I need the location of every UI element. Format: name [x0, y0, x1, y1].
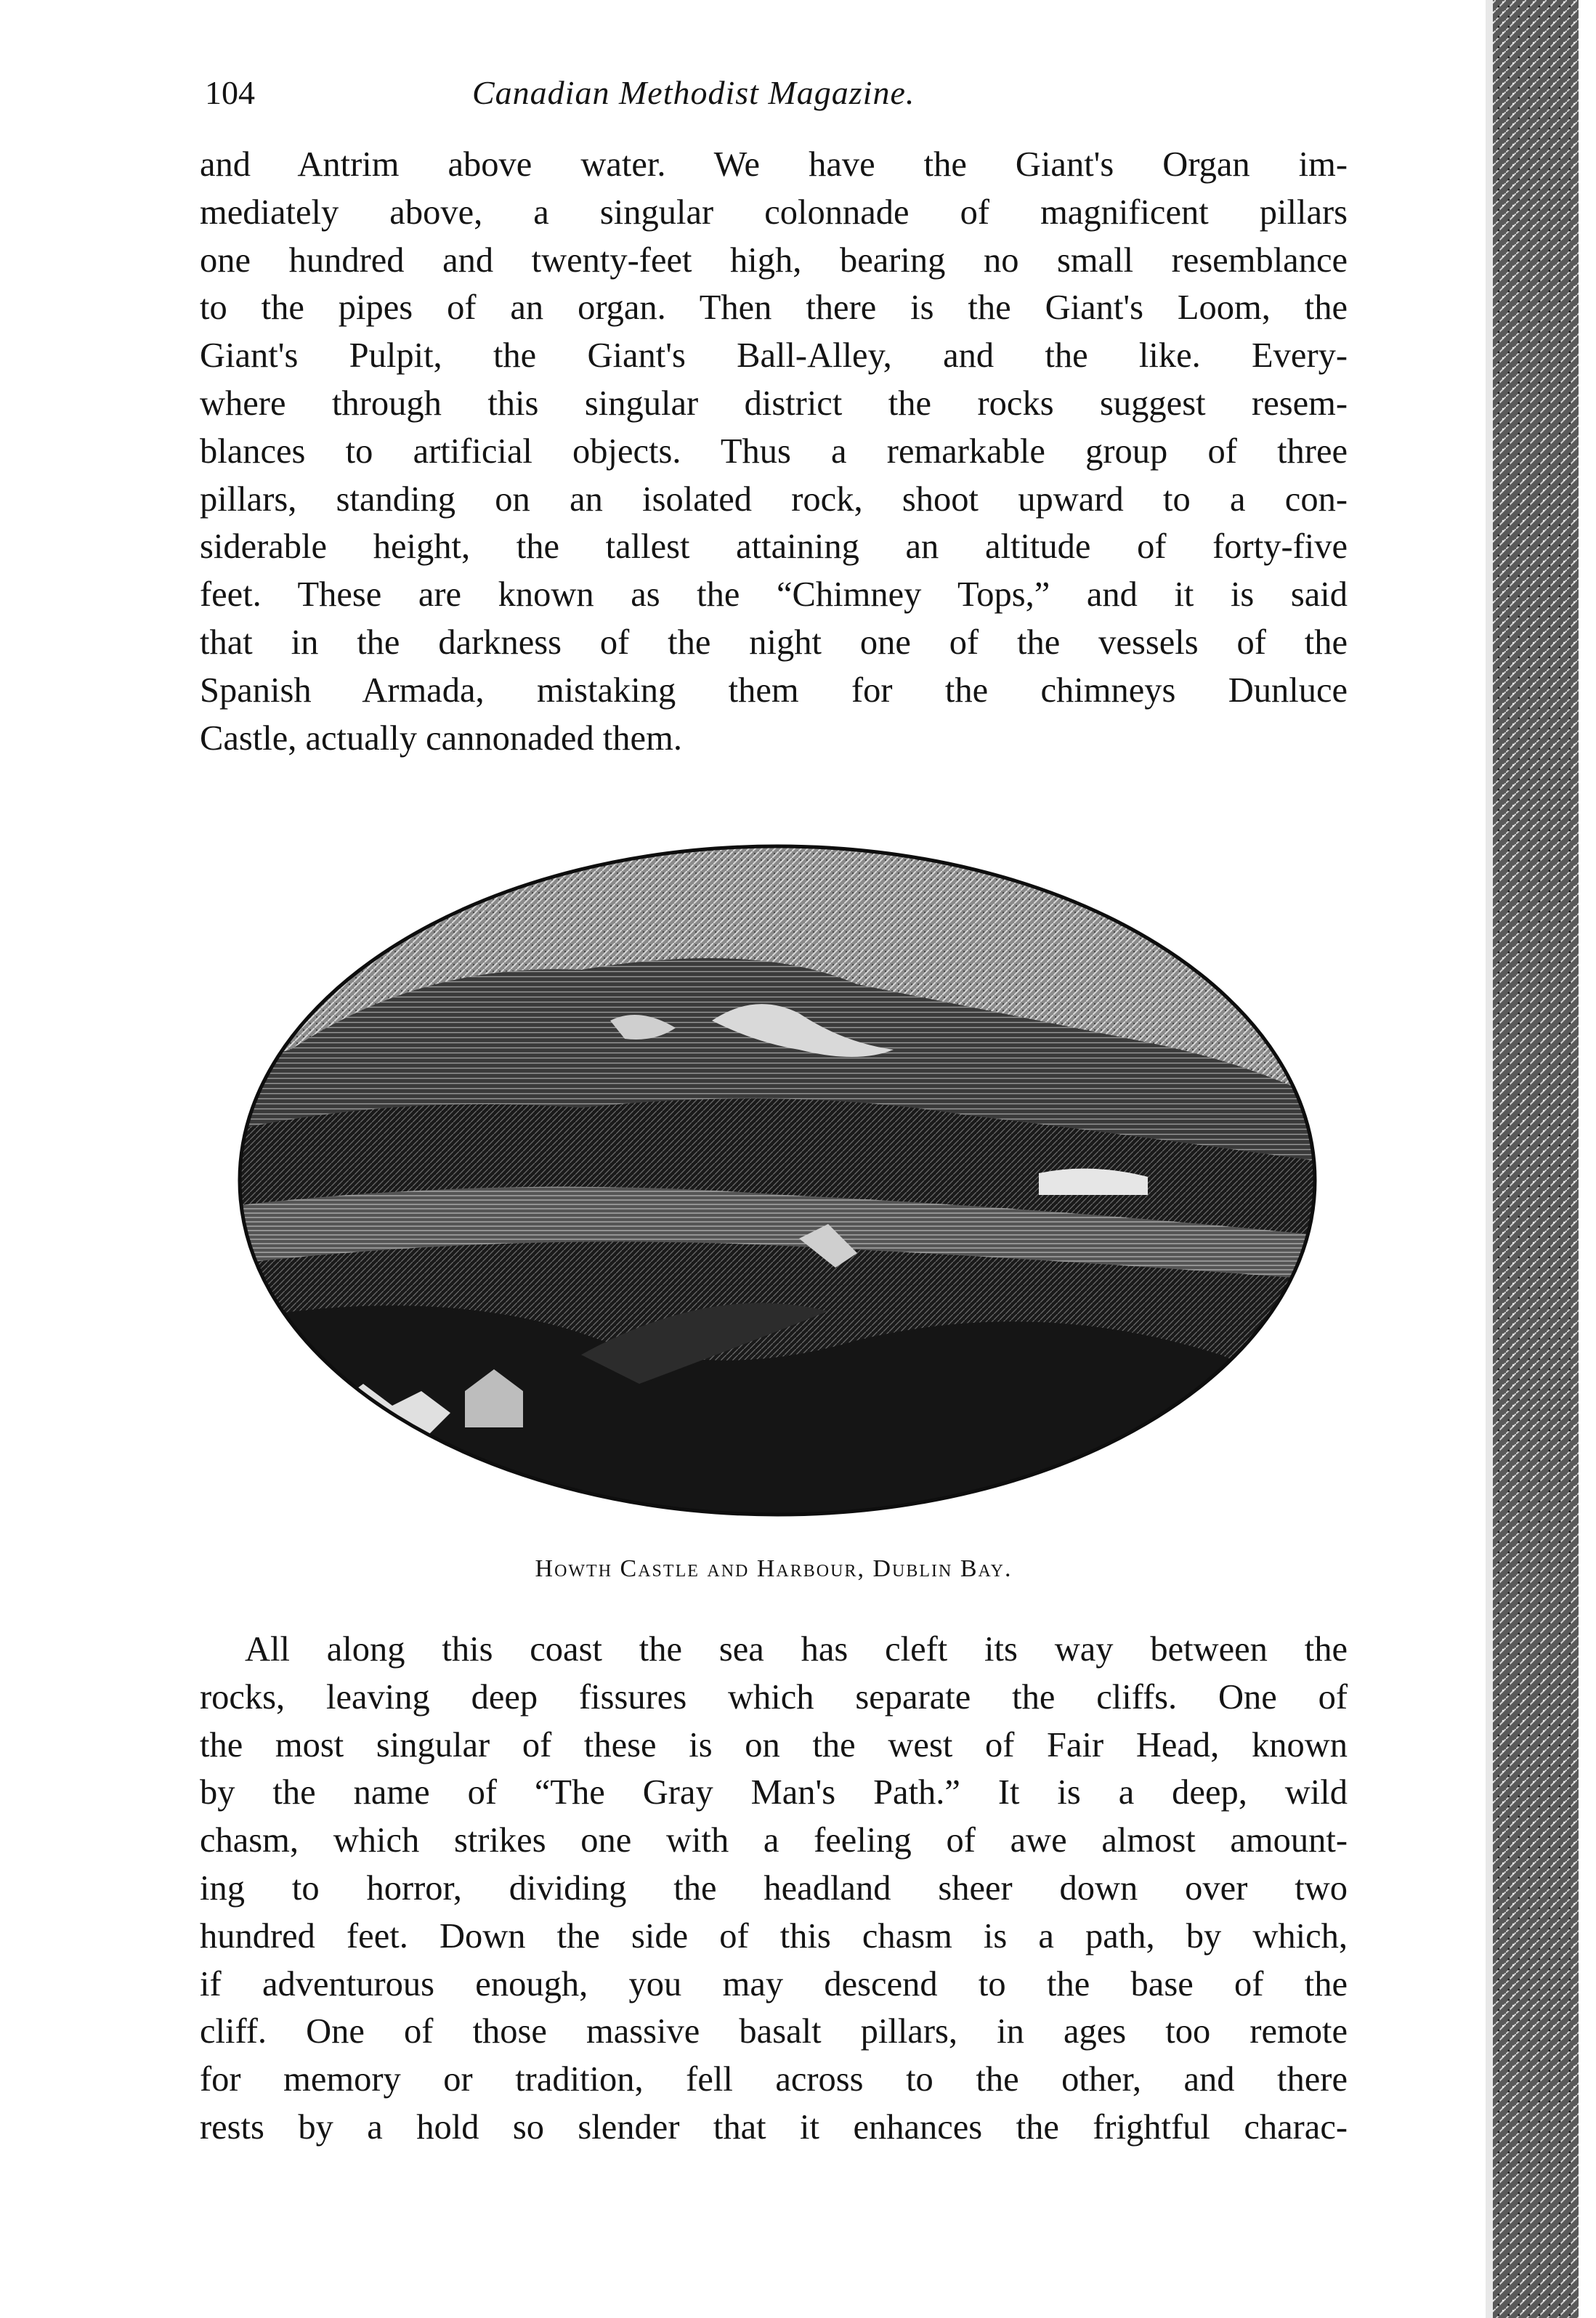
text-line: All along this coast the sea has cleft its way between the	[245, 1630, 1348, 1669]
text-line: Giant's Pulpit, the Giant's Ball-Alley, and the like. Every-	[200, 336, 1348, 376]
page-edge-shadow	[1486, 0, 1580, 2318]
figure-caption: Howth Castle and Harbour, Dublin Bay.	[535, 1555, 1013, 1582]
text-line: feet. These are known as the “Chimney Tops,” and it is said	[200, 575, 1348, 615]
text-line: by the name of “The Gray Man's Path.” It is a deep, wild	[200, 1773, 1348, 1812]
text-line: chasm, which strikes one with a feeling of awe almost amount-	[200, 1821, 1348, 1860]
text-line: cliff. One of those massive basalt pillars, in ages too remote	[200, 2012, 1348, 2051]
text-line: for memory or tradition, fell across to the other, and there	[200, 2060, 1348, 2099]
text-line: that in the darkness of the night one of the vessels of the	[200, 623, 1348, 662]
text-line: Castle, actually cannonaded them.	[200, 718, 682, 758]
text-line: blances to artificial objects. Thus a remarkable group of three	[200, 431, 1348, 471]
text-line: ing to horror, dividing the headland sheer down over two	[200, 1868, 1348, 1908]
text-line: the most singular of these is on the west of Fair Head, known	[200, 1725, 1348, 1764]
text-line: pillars, standing on an isolated rock, shoot upward to a con-	[200, 479, 1348, 519]
text-line: mediately above, a singular colonnade of magnificent pillars	[200, 193, 1348, 232]
text-line: rocks, leaving deep fissures which separate the cliffs. One of	[200, 1677, 1348, 1717]
page-header	[196, 64, 1351, 122]
text-line: where through this singular district the rocks suggest resem-	[200, 384, 1348, 423]
text-line: hundred feet. Down the side of this chasm is a path, by which,	[200, 1916, 1348, 1956]
text-line: to the pipes of an organ. Then there is the Giant's Loom, the	[200, 288, 1348, 328]
text-line: if adventurous enough, you may descend to the base of the	[200, 1964, 1348, 2003]
text-line: Spanish Armada, mistaking them for the chimneys Dunluce	[200, 670, 1348, 710]
text-line: rests by a hold so slender that it enhances the frightful charac-	[200, 2107, 1348, 2147]
engraving-scene	[203, 832, 1351, 1551]
text-line: siderable height, the tallest attaining an altitude of forty-five	[200, 527, 1348, 567]
page-number: 104	[205, 74, 255, 111]
paragraph-gray-mans-path	[200, 1626, 1348, 2152]
text-line: and Antrim above water. We have the Giant's Organ im-	[200, 145, 1348, 184]
paragraph-giants-causeway	[200, 141, 1348, 762]
text-line: one hundred and twenty-feet high, bearing no small resemblance	[200, 240, 1348, 280]
engraving-howth-castle	[203, 832, 1351, 1551]
running-title: Canadian Methodist Magazine.	[472, 74, 915, 111]
